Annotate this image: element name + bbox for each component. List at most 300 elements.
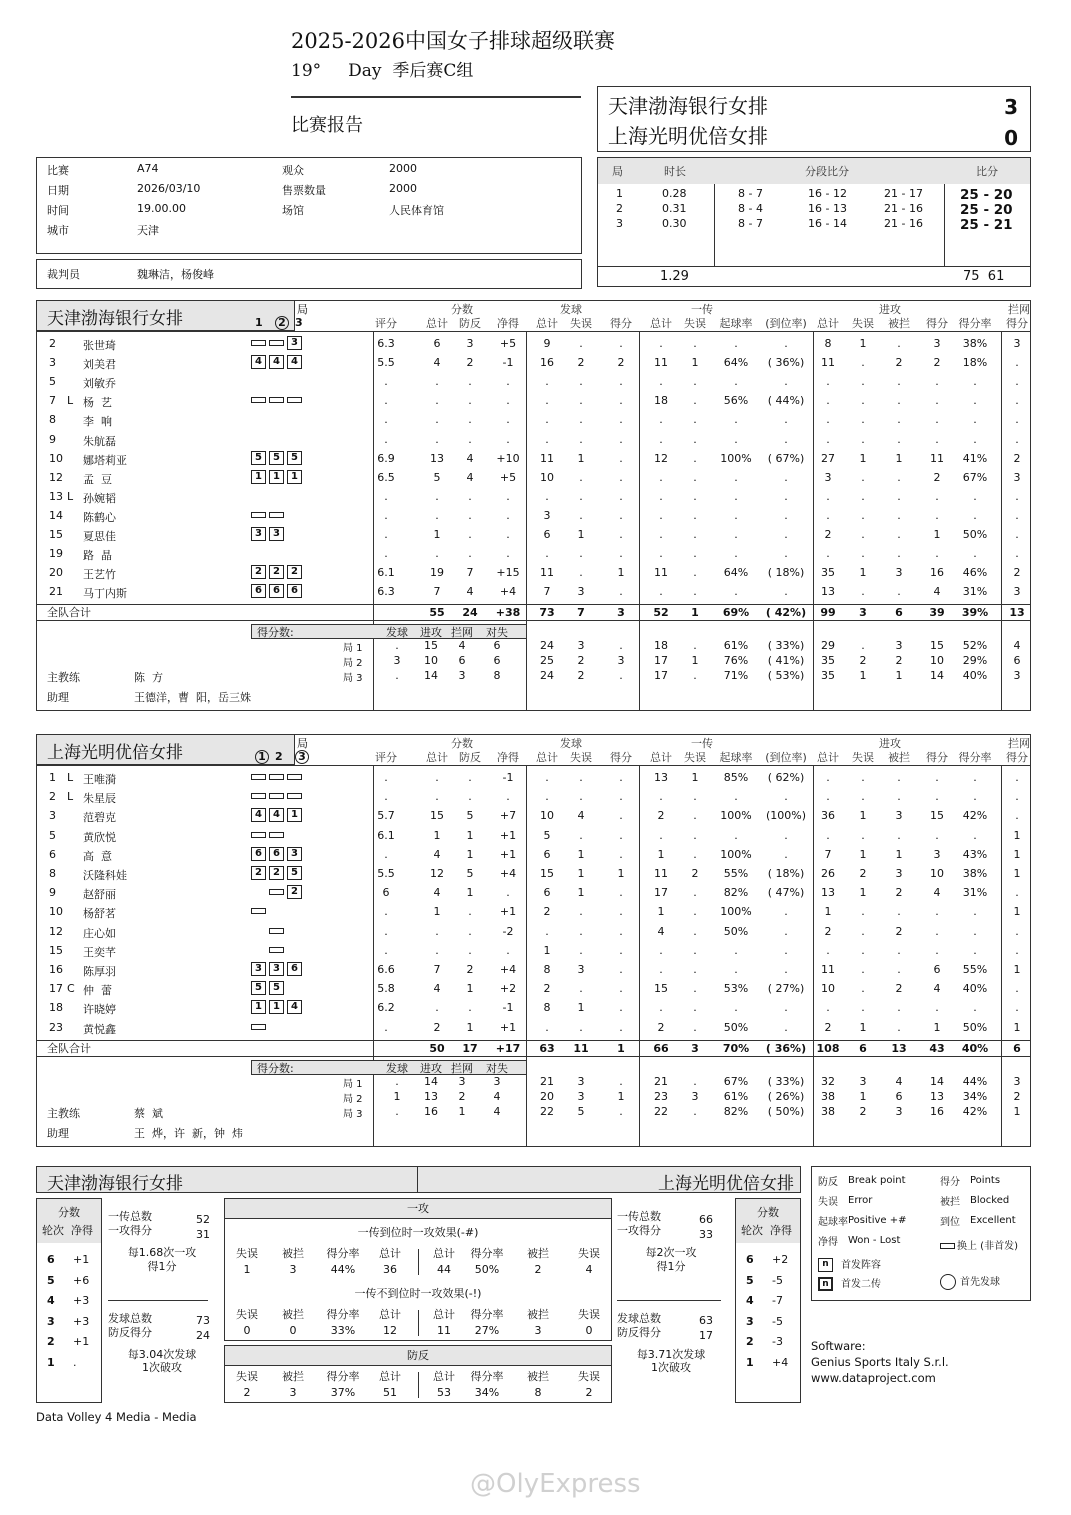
center-head: 被拦 [282,1308,304,1321]
set-stat: ( 33%) [767,639,805,653]
stat-cell: . [435,413,439,427]
set-stat: . [693,1104,697,1118]
stat-cell: . [693,566,697,580]
stat-cell: 85% [723,771,749,784]
stat-cell: . [619,809,623,823]
start-position: 2 [269,866,284,880]
set-score: 25 - 20 [960,202,1013,218]
stat-cell: +2 [499,982,517,996]
stat-cell: +5 [499,470,517,484]
stat-cell: 50% [723,924,749,938]
stat-cell: 1 [1013,847,1021,861]
stat-cell: . [619,982,623,996]
stat-cell: . [579,394,583,408]
stat-cell: 56% [723,394,749,408]
stat-cell: . [734,413,738,427]
player-number: 9 [49,432,56,446]
stat-cell: . [579,547,583,561]
stat-cell: -1 [502,771,514,784]
stat-cell: 7 [433,963,441,976]
software-company: Genius Sports Italy S.r.l. [811,1355,949,1369]
set-row-label: 局 2 [343,1093,363,1105]
set-points: 3 [458,669,466,683]
info-cell: A74 [137,162,159,175]
center-value: 27% [474,1324,500,1337]
stat-cell: . [1015,375,1019,389]
stat-cell: 53% [723,982,749,996]
stat-cell: 1 [895,451,903,465]
stat-cell: . [693,982,697,996]
stat-cell: . [619,790,623,804]
set-stat: . [619,1074,623,1088]
stat-cell: . [1015,771,1019,784]
player-role: L [67,771,74,784]
software-url: www.dataproject.com [811,1371,936,1385]
start-position: 4 [251,808,266,822]
stat-cell: . [897,585,901,599]
stat-cell: . [897,375,901,389]
sub-marker [269,512,284,518]
stat-cell: . [468,547,472,561]
player-number: 13 [49,489,63,503]
stat-cell: . [384,394,388,408]
stat-cell: . [435,375,439,389]
legend-term: 防反 [818,1177,838,1188]
stat-cell: . [935,413,939,427]
total-cell: 3 [617,606,625,620]
set-stat: 18 [654,639,668,653]
team-name: 上海光明优倍女排 [47,743,183,763]
stat-cell: 1 [577,528,585,541]
stat-cell: 55% [962,963,988,976]
stat-cell: 6 [543,886,551,900]
stat-cell: 10 [930,867,944,880]
stat-cell: +4 [499,867,517,880]
rotation-net: +3 [73,1294,90,1307]
set-stat: 52% [962,639,988,653]
stat-cell: . [973,828,977,842]
player-number: 5 [49,375,56,389]
stat-cell: 2 [824,528,832,541]
total-cell: 63 [539,1041,555,1055]
stat-cell: . [468,771,472,784]
stat-cell: . [784,547,788,561]
start-position: 1 [269,1000,284,1014]
stat-cell: 3 [577,963,585,976]
away-serve-total-label: 发球总数 [617,1312,661,1325]
stat-cell: . [619,585,623,599]
sub-marker [269,928,284,934]
player-name: 孙婉韬 [83,491,116,505]
start-position: 5 [287,866,302,880]
rotation-number: 1 [746,1355,754,1369]
stat-cell: . [545,432,549,446]
rotation-number: 5 [746,1273,754,1287]
center-head: 得分率 [470,1247,504,1260]
report-title: 比赛报告 [291,115,363,136]
set-points: 10 [424,654,438,668]
set-stat: 71% [723,669,749,683]
rotation-number: 2 [47,1335,55,1348]
start-position: 3 [269,962,284,976]
stat-cell: . [935,1001,939,1015]
stat-cell: . [579,432,583,446]
center-value: 3 [289,1386,297,1399]
stat-cell: . [935,790,939,804]
set-stat: . [693,1074,697,1088]
away-rot-label: 轮次 [741,1224,763,1237]
sets-total-time: 1.29 [660,269,689,284]
stat-cell: . [468,790,472,804]
stat-cell: . [784,828,788,842]
set-stat: . [693,669,697,683]
referee-names: 魏琳洁，杨俊峰 [137,268,214,281]
rotation-net: -5 [772,1314,783,1328]
stat-cell: . [861,943,865,957]
stat-cell: . [693,963,697,976]
stat-cell: . [693,790,697,804]
stat-cell: . [693,337,697,350]
stat-cell: 82% [723,886,749,900]
col-head: 起球率 [719,317,753,330]
set-stat: 16 [930,1104,944,1118]
stat-cell: . [826,790,830,804]
stat-cell: . [784,413,788,427]
info-cell: 19.00.00 [137,202,186,215]
col-head: (到位率) [765,317,807,330]
set-stat: ( 26%) [767,1089,805,1103]
stat-cell: 1 [859,886,867,900]
stat-cell: -1 [502,1001,514,1015]
assistant-label: 助理 [47,691,69,705]
stat-cell: . [619,943,623,957]
referee-box [36,259,582,289]
stat-cell: . [619,528,623,541]
center-head: 总计 [379,1308,401,1321]
start-position: 3 [251,527,266,541]
center-head: 被拦 [527,1247,549,1260]
col-head: 得分 [1006,317,1028,330]
info-cell: 日期 [47,184,69,197]
stat-cell: . [734,489,738,503]
total-cell: 108 [816,1041,840,1055]
stat-cell: . [897,1001,901,1015]
set-stat: 17 [654,669,668,683]
col-head: 防反 [459,751,481,764]
stat-cell: . [1015,943,1019,957]
away-sets: 0 [1004,126,1018,150]
start-position: 5 [287,451,302,465]
score-box [597,86,1031,152]
points-head: 进攻 [420,1061,442,1075]
stat-cell: . [545,413,549,427]
set-stat: 2 [577,654,585,668]
software-info [811,1338,949,1386]
stat-cell: ( 44%) [767,394,805,408]
stat-cell: . [693,528,697,541]
stat-cell: . [1015,982,1019,996]
stat-cell: 2 [617,356,625,370]
info-cell: 人民体育馆 [389,204,444,217]
center-head: 失误 [578,1308,600,1321]
first-attack-box [224,1198,612,1341]
stat-cell: . [1015,790,1019,804]
stat-cell: +1 [499,847,517,861]
info-cell: 比赛 [47,164,69,177]
stat-cell: . [693,432,697,446]
home-ratio2b: 1次破攻 [142,1361,182,1374]
stat-cell: . [973,1001,977,1015]
stat-cell: . [693,470,697,484]
stat-cell: 2 [691,867,699,880]
set-points: 4 [493,1104,501,1118]
software-label: Software: [811,1339,866,1353]
sub-marker [251,1024,266,1030]
stat-cell: . [973,547,977,561]
stat-cell: . [973,771,977,784]
stat-cell: . [935,828,939,842]
set-stat: 3 [895,639,903,653]
set-points: 6 [493,654,501,668]
stat-cell: . [545,924,549,938]
stat-cell: . [384,375,388,389]
total-cell: 73 [539,606,555,620]
match-info [36,157,582,254]
stat-cell: . [579,470,583,484]
player-number: 10 [49,451,63,465]
sub-marker [269,774,284,780]
col-group: 分数 [451,303,473,316]
stat-cell: . [435,394,439,408]
stat-cell: 1 [1013,1020,1021,1034]
stat-cell: 5 [466,867,474,880]
stat-cell: . [659,432,663,446]
stat-cell: 2 [1013,566,1021,580]
center-head: 总计 [379,1370,401,1383]
rotation-net: +3 [73,1314,90,1328]
col-group: 发球 [560,303,582,316]
stat-cell: . [784,847,788,861]
total-cell: 69% [722,606,750,620]
stat-cell: 67% [962,470,988,484]
away-att-pts: 33 [699,1228,713,1241]
stat-cell: 8 [543,963,551,976]
home-rot-label: 轮次 [42,1224,64,1237]
stat-cell: 1 [1013,867,1021,880]
set-stat: 23 [654,1089,668,1103]
info-cell: 城市 [47,224,69,237]
set-points: 1 [393,1089,401,1103]
center-head: 总计 [433,1247,455,1260]
stat-cell: . [1015,886,1019,900]
col-head: 被拦 [888,317,910,330]
rotation-net: +4 [772,1355,789,1369]
start-position: 3 [287,847,302,861]
col-head: 总计 [426,751,448,764]
stat-cell: . [861,828,865,842]
stat-cell: . [384,924,388,938]
stat-cell: 4 [433,982,441,996]
stat-cell: . [619,432,623,446]
center-head: 失误 [236,1308,258,1321]
set-stat: 2 [1013,1089,1021,1103]
stat-cell: 6.9 [377,451,395,465]
sets-head-set: 局 [612,165,623,178]
coach-label: 主教练 [47,1106,80,1120]
player-name: 赵舒丽 [83,888,116,902]
stat-cell: 35 [821,566,835,580]
stat-cell: ( 47%) [767,886,805,900]
points-head: 对失 [486,626,508,640]
stat-cell: 50% [962,528,988,541]
player-name: 路 晶 [83,549,112,563]
stat-cell: 1 [433,528,441,541]
stat-cell: -2 [502,924,514,938]
legend-first-serve: 首先发球 [960,1277,1000,1288]
set-stat: 38 [821,1104,835,1118]
set-cell: 21 - 17 [884,187,923,200]
stat-cell: 41% [962,451,988,465]
stat-cell: 3 [895,867,903,880]
rotation-net: -5 [772,1273,783,1287]
home-net-label: 净得 [71,1224,93,1237]
set-stat: 14 [930,1074,944,1088]
stat-cell: . [826,547,830,561]
set-cell: 8 - 4 [738,202,763,215]
col-head: 被拦 [888,751,910,764]
center-value: 0 [289,1324,297,1337]
home-serve-total: 73 [196,1314,210,1327]
col-head: 总计 [536,751,558,764]
sub-marker [269,832,284,838]
stat-cell: 4 [577,809,585,823]
stat-cell: . [861,963,865,976]
player-name: 庄心如 [83,926,116,940]
sets-head-partial: 分段比分 [805,165,849,178]
stat-cell: 2 [824,1020,832,1034]
center-value: 53 [437,1386,451,1399]
set-stat: 76% [723,654,749,668]
stat-cell: . [659,470,663,484]
stat-cell: . [1015,394,1019,408]
center-head: 被拦 [527,1308,549,1321]
total-cell: 50 [429,1041,445,1055]
set-stat: 15 [930,639,944,653]
total-cell: 6 [1013,1041,1021,1055]
stat-cell: 4 [657,924,665,938]
stat-cell: . [973,790,977,804]
sub-marker [269,889,284,895]
center-value: 0 [585,1324,593,1337]
stat-cell: . [693,809,697,823]
set-points: 14 [424,1074,438,1088]
set-stat: 21 [654,1074,668,1088]
col-group: 进攻 [879,303,901,316]
rotation-net: -7 [772,1294,783,1307]
start-position: 4 [287,1000,302,1014]
set-points: 3 [458,1074,466,1088]
player-number: 16 [49,963,63,976]
stat-cell: . [435,508,439,522]
stat-cell: 5.7 [377,809,395,823]
total-cell: 55 [429,606,445,620]
stat-cell: . [784,963,788,976]
stat-cell: . [384,1020,388,1034]
total-cell: 24 [462,606,478,620]
stat-cell: . [659,963,663,976]
stat-cell: . [784,1020,788,1034]
col-head: 起球率 [719,751,753,764]
info-cell: 售票数量 [282,184,326,197]
set-stat: 14 [930,669,944,683]
col-head: 失误 [684,751,706,764]
stat-cell: 4 [466,585,474,599]
set-stat: 5 [577,1104,585,1118]
legend-desc: Excellent [970,1215,1016,1226]
total-cell: 66 [653,1041,669,1055]
stat-cell: . [861,356,865,370]
set-stat: 22 [540,1104,554,1118]
stat-cell: 2 [466,963,474,976]
set-points: 15 [424,639,438,653]
bottom-home-name: 天津渤海银行女排 [47,1174,183,1194]
stat-cell: . [579,1020,583,1034]
set-row-label: 局 3 [343,673,363,685]
col-head: 失误 [852,751,874,764]
stat-cell: . [784,790,788,804]
stat-cell: . [506,489,510,503]
center-head: 被拦 [282,1370,304,1383]
start-position: 5 [251,451,266,465]
set-cell: 21 - 16 [884,202,923,215]
set-cell: 21 - 16 [884,217,923,230]
stat-cell: . [693,413,697,427]
player-name: 许晓婷 [83,1003,116,1017]
set-stat: 61% [723,639,749,653]
stat-cell: . [384,943,388,957]
stat-cell: . [384,489,388,503]
stat-cell: . [784,924,788,938]
legend-term: 起球率 [818,1217,848,1228]
stat-cell: 7 [466,566,474,580]
center-head: 得分率 [326,1247,360,1260]
points-head: 进攻 [420,626,442,640]
total-cell: ( 36%) [765,1041,807,1055]
stat-cell: 6 [543,847,551,861]
stat-cell: 2 [433,1020,441,1034]
player-number: 3 [49,356,56,370]
home-def-pts: 24 [196,1329,210,1342]
stat-cell: . [784,432,788,446]
set-stat: 3 [577,1089,585,1103]
set-stat: . [619,1104,623,1118]
away-pass-total-label: 一传总数 [617,1210,661,1223]
stat-cell: . [784,585,788,599]
set-stat: 17 [654,654,668,668]
set-stat: ( 53%) [767,669,805,683]
set-points: . [395,669,399,683]
total-cell: 43 [929,1041,945,1055]
stat-cell: 10 [540,470,554,484]
set-row-label: 局 2 [343,658,363,670]
player-name: 孟 豆 [83,472,112,486]
stat-cell: +1 [499,828,517,842]
sets-head-score: 比分 [976,165,998,178]
stat-cell: . [579,566,583,580]
stat-cell: . [659,790,663,804]
sub-marker [269,947,284,953]
col-head: 失误 [684,317,706,330]
